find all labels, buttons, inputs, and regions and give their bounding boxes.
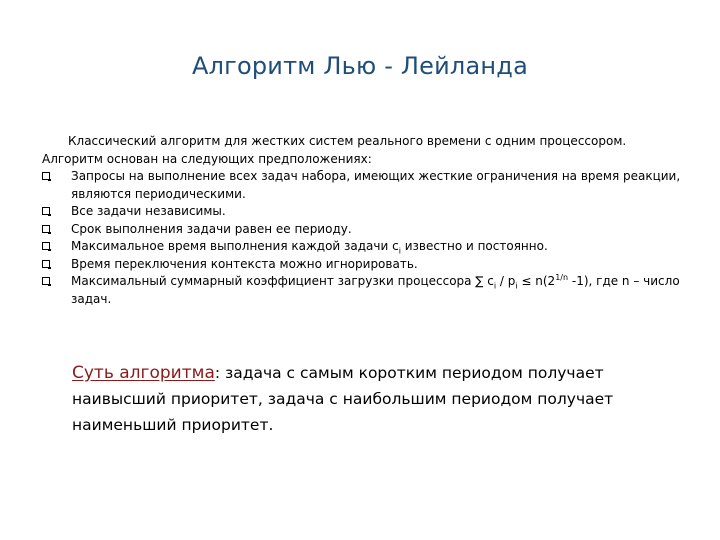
bullet-text [71,239,548,256]
bullet-text-part: Максимальный суммарный коэффициент загрузки процессора ∑ c [71,274,494,288]
intro-line-1: Классический алгоритм для жестких систем реального времени с одним процессором. [68,134,627,148]
checkbox-square-icon [42,172,50,180]
essence-line-3: наименьший приоритет. [72,416,274,434]
bullet-text-part: Максимальное время выполнения каждой задачи c [71,239,399,253]
bullet-text-part: -1), где n – число задач. [71,274,680,306]
list-item [42,273,692,308]
bullet-text: Запросы на выполнение всех задач набора, имеющих жесткие ограничения на время реакции, являются периодическими. [71,169,681,201]
bullet-text-part: / p [496,274,516,288]
checkbox-square-icon [42,277,50,285]
list-item [42,203,692,221]
superscript: 1/n [555,273,569,282]
bullet-text [71,274,680,306]
list-item [42,256,692,274]
subscript: i [515,281,518,291]
checkbox-square-icon [42,207,50,215]
body-text [42,133,692,308]
algorithm-essence [72,360,672,438]
bullet-text-part: ≤ n(2 [517,274,556,288]
essence-colon: : [214,364,221,382]
essence-line-1 [72,360,672,386]
assumptions-list [42,168,692,308]
subscript: i [493,281,497,291]
list-item [42,238,692,256]
essence-text: задача с самым коротким периодом получает [220,364,604,382]
intro-line-2: Алгоритм основан на следующих предположениях: [42,151,372,166]
essence-label: Суть алгоритма [72,363,215,383]
checkbox-square-icon [42,242,50,250]
slide-title: Алгоритм Лью - Лейланда [192,52,528,80]
checkbox-square-icon [42,260,50,268]
checkbox-square-icon [42,225,50,233]
essence-line-2: наивысший приоритет, задача с наибольшим периодом получает [72,390,614,408]
list-item [42,168,692,203]
bullet-text-part: известно и постоянно. [400,239,548,253]
bullet-text: Срок выполнения задачи равен ее периоду. [71,221,352,236]
bullet-text: Время переключения контекста можно игнорировать. [71,256,418,271]
bullet-text: Все задачи независимы. [71,204,226,218]
list-item [42,221,692,239]
subscript: i [398,246,401,256]
